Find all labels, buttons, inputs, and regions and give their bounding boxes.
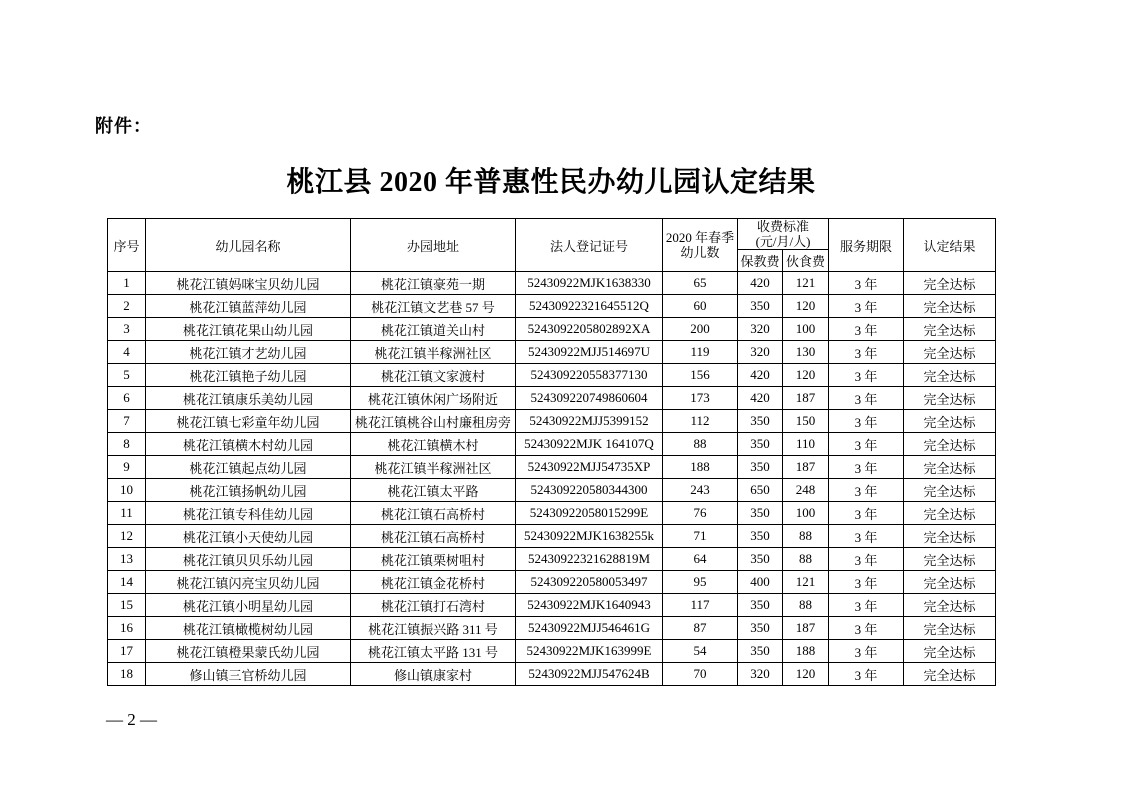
cell-name: 桃花江镇橄榄树幼儿园 <box>146 617 351 640</box>
cell-care_fee: 420 <box>738 364 783 387</box>
cell-address: 桃花江镇石高桥村 <box>351 502 516 525</box>
cell-reg_no: 52430922MJK1640943 <box>516 594 663 617</box>
header-fee-group-line1: 收费标准 <box>757 219 810 234</box>
cell-children: 70 <box>663 663 738 686</box>
table-body <box>108 272 996 686</box>
cell-service_term: 3 年 <box>829 387 904 410</box>
cell-food_fee: 120 <box>783 663 829 686</box>
header-address: 办园地址 <box>351 219 516 272</box>
cell-name: 桃花江镇艳子幼儿园 <box>146 364 351 387</box>
cell-service_term: 3 年 <box>829 617 904 640</box>
cell-food_fee: 88 <box>783 548 829 571</box>
cell-address: 桃花江镇金花桥村 <box>351 571 516 594</box>
cell-children: 156 <box>663 364 738 387</box>
cell-care_fee: 350 <box>738 548 783 571</box>
cell-food_fee: 120 <box>783 295 829 318</box>
cell-care_fee: 400 <box>738 571 783 594</box>
cell-reg_no: 524309220580344300 <box>516 479 663 502</box>
table-row <box>108 318 996 341</box>
cell-service_term: 3 年 <box>829 364 904 387</box>
table-row <box>108 387 996 410</box>
attachment-label: 附件： <box>95 116 152 136</box>
cell-service_term: 3 年 <box>829 479 904 502</box>
cell-food_fee: 88 <box>783 525 829 548</box>
cell-reg_no: 52430922321645512Q <box>516 295 663 318</box>
cell-no: 13 <box>108 548 146 571</box>
table-row <box>108 525 996 548</box>
cell-address: 桃花江镇休闲广场附近 <box>351 387 516 410</box>
cell-children: 112 <box>663 410 738 433</box>
cell-reg_no: 5243092205802892XA <box>516 318 663 341</box>
cell-food_fee: 100 <box>783 318 829 341</box>
cell-food_fee: 110 <box>783 433 829 456</box>
cell-name: 桃花江镇横木村幼儿园 <box>146 433 351 456</box>
cell-reg_no: 52430922MJJ514697U <box>516 341 663 364</box>
header-result: 认定结果 <box>904 219 996 272</box>
cell-care_fee: 320 <box>738 318 783 341</box>
table-row <box>108 548 996 571</box>
cell-service_term: 3 年 <box>829 410 904 433</box>
cell-name: 桃花江镇小明星幼儿园 <box>146 594 351 617</box>
cell-children: 71 <box>663 525 738 548</box>
cell-no: 2 <box>108 295 146 318</box>
cell-food_fee: 188 <box>783 640 829 663</box>
cell-children: 54 <box>663 640 738 663</box>
cell-care_fee: 350 <box>738 640 783 663</box>
table-row <box>108 410 996 433</box>
cell-result: 完全达标 <box>904 410 996 433</box>
cell-result: 完全达标 <box>904 663 996 686</box>
table-row <box>108 433 996 456</box>
cell-children: 188 <box>663 456 738 479</box>
cell-name: 桃花江镇起点幼儿园 <box>146 456 351 479</box>
cell-reg_no: 52430922MJK1638330 <box>516 272 663 295</box>
cell-no: 10 <box>108 479 146 502</box>
cell-care_fee: 350 <box>738 433 783 456</box>
cell-no: 8 <box>108 433 146 456</box>
header-service-term: 服务期限 <box>829 219 904 272</box>
cell-service_term: 3 年 <box>829 318 904 341</box>
header-children-line2: 幼儿数 <box>680 245 720 260</box>
cell-care_fee: 420 <box>738 387 783 410</box>
cell-address: 桃花江镇太平路 <box>351 479 516 502</box>
cell-children: 119 <box>663 341 738 364</box>
cell-food_fee: 248 <box>783 479 829 502</box>
cell-service_term: 3 年 <box>829 341 904 364</box>
cell-care_fee: 350 <box>738 617 783 640</box>
table-row <box>108 364 996 387</box>
cell-children: 65 <box>663 272 738 295</box>
cell-service_term: 3 年 <box>829 525 904 548</box>
header-registration-no: 法人登记证号 <box>516 219 663 272</box>
table-row <box>108 502 996 525</box>
cell-reg_no: 52430922MJJ546461G <box>516 617 663 640</box>
cell-result: 完全达标 <box>904 594 996 617</box>
cell-reg_no: 52430922321628819M <box>516 548 663 571</box>
header-index: 序号 <box>108 219 146 272</box>
cell-address: 桃花江镇道关山村 <box>351 318 516 341</box>
cell-children: 95 <box>663 571 738 594</box>
cell-result: 完全达标 <box>904 479 996 502</box>
cell-reg_no: 52430922MJJ54735XP <box>516 456 663 479</box>
page-number: — 2 — <box>106 710 157 729</box>
cell-address: 桃花江镇半稼洲社区 <box>351 341 516 364</box>
cell-result: 完全达标 <box>904 433 996 456</box>
cell-no: 4 <box>108 341 146 364</box>
cell-address: 桃花江镇桃谷山村廉租房旁 <box>351 410 516 433</box>
table-row <box>108 341 996 364</box>
cell-service_term: 3 年 <box>829 594 904 617</box>
cell-result: 完全达标 <box>904 295 996 318</box>
cell-food_fee: 187 <box>783 387 829 410</box>
cell-children: 87 <box>663 617 738 640</box>
cell-no: 17 <box>108 640 146 663</box>
cell-food_fee: 187 <box>783 617 829 640</box>
cell-no: 16 <box>108 617 146 640</box>
cell-children: 173 <box>663 387 738 410</box>
cell-address: 桃花江镇振兴路 311 号 <box>351 617 516 640</box>
cell-no: 6 <box>108 387 146 410</box>
cell-reg_no: 52430922MJJ5399152 <box>516 410 663 433</box>
cell-service_term: 3 年 <box>829 433 904 456</box>
header-food-fee: 伙食费 <box>783 250 829 272</box>
cell-reg_no: 52430922MJK163999E <box>516 640 663 663</box>
cell-reg_no: 524309220749860604 <box>516 387 663 410</box>
cell-address: 桃花江镇半稼洲社区 <box>351 456 516 479</box>
cell-care_fee: 320 <box>738 663 783 686</box>
cell-reg_no: 52430922MJK1638255k <box>516 525 663 548</box>
cell-children: 76 <box>663 502 738 525</box>
cell-result: 完全达标 <box>904 525 996 548</box>
cell-result: 完全达标 <box>904 387 996 410</box>
cell-service_term: 3 年 <box>829 663 904 686</box>
cell-result: 完全达标 <box>904 640 996 663</box>
cell-name: 桃花江镇康乐美幼儿园 <box>146 387 351 410</box>
header-fee-group-line2: (元/月/人) <box>755 234 811 249</box>
cell-care_fee: 350 <box>738 594 783 617</box>
cell-care_fee: 420 <box>738 272 783 295</box>
cell-service_term: 3 年 <box>829 502 904 525</box>
cell-reg_no: 524309220558377130 <box>516 364 663 387</box>
cell-children: 64 <box>663 548 738 571</box>
table-row <box>108 272 996 295</box>
cell-no: 9 <box>108 456 146 479</box>
header-kindergarten-name: 幼儿园名称 <box>146 219 351 272</box>
table-row <box>108 594 996 617</box>
table-row <box>108 663 996 686</box>
cell-reg_no: 52430922MJJ547624B <box>516 663 663 686</box>
cell-no: 12 <box>108 525 146 548</box>
cell-name: 桃花江镇小天使幼儿园 <box>146 525 351 548</box>
cell-no: 14 <box>108 571 146 594</box>
cell-service_term: 3 年 <box>829 272 904 295</box>
cell-address: 桃花江镇石高桥村 <box>351 525 516 548</box>
cell-children: 88 <box>663 433 738 456</box>
cell-address: 桃花江镇太平路 131 号 <box>351 640 516 663</box>
cell-no: 7 <box>108 410 146 433</box>
cell-name: 桃花江镇妈咪宝贝幼儿园 <box>146 272 351 295</box>
cell-name: 桃花江镇闪亮宝贝幼儿园 <box>146 571 351 594</box>
cell-food_fee: 88 <box>783 594 829 617</box>
cell-food_fee: 120 <box>783 364 829 387</box>
cell-result: 完全达标 <box>904 571 996 594</box>
cell-food_fee: 187 <box>783 456 829 479</box>
table-row <box>108 571 996 594</box>
cell-name: 桃花江镇专科佳幼儿园 <box>146 502 351 525</box>
cell-care_fee: 650 <box>738 479 783 502</box>
cell-name: 修山镇三官桥幼儿园 <box>146 663 351 686</box>
cell-service_term: 3 年 <box>829 571 904 594</box>
cell-address: 桃花江镇文家渡村 <box>351 364 516 387</box>
table-row <box>108 479 996 502</box>
cell-result: 完全达标 <box>904 548 996 571</box>
cell-name: 桃花江镇橙果蒙氏幼儿园 <box>146 640 351 663</box>
header-fee-group <box>738 219 829 250</box>
cell-address: 桃花江镇文艺巷 57 号 <box>351 295 516 318</box>
cell-service_term: 3 年 <box>829 295 904 318</box>
cell-address: 桃花江镇打石湾村 <box>351 594 516 617</box>
cell-care_fee: 320 <box>738 341 783 364</box>
cell-name: 桃花江镇蓝萍幼儿园 <box>146 295 351 318</box>
cell-reg_no: 52430922058015299E <box>516 502 663 525</box>
cell-name: 桃花江镇贝贝乐幼儿园 <box>146 548 351 571</box>
cell-no: 1 <box>108 272 146 295</box>
cell-food_fee: 130 <box>783 341 829 364</box>
table-row <box>108 617 996 640</box>
cell-no: 5 <box>108 364 146 387</box>
kindergarten-result-table <box>107 218 996 686</box>
cell-address: 桃花江镇横木村 <box>351 433 516 456</box>
table-header <box>108 219 996 272</box>
table-row <box>108 640 996 663</box>
cell-food_fee: 150 <box>783 410 829 433</box>
cell-result: 完全达标 <box>904 502 996 525</box>
cell-reg_no: 524309220580053497 <box>516 571 663 594</box>
cell-children: 243 <box>663 479 738 502</box>
cell-address: 桃花江镇豪苑一期 <box>351 272 516 295</box>
cell-food_fee: 121 <box>783 272 829 295</box>
cell-no: 15 <box>108 594 146 617</box>
cell-address: 桃花江镇栗树咀村 <box>351 548 516 571</box>
cell-name: 桃花江镇才艺幼儿园 <box>146 341 351 364</box>
cell-food_fee: 100 <box>783 502 829 525</box>
cell-children: 117 <box>663 594 738 617</box>
cell-result: 完全达标 <box>904 364 996 387</box>
table-row <box>108 456 996 479</box>
header-care-fee: 保教费 <box>738 250 783 272</box>
cell-care_fee: 350 <box>738 502 783 525</box>
cell-name: 桃花江镇七彩童年幼儿园 <box>146 410 351 433</box>
cell-result: 完全达标 <box>904 341 996 364</box>
cell-no: 11 <box>108 502 146 525</box>
cell-service_term: 3 年 <box>829 456 904 479</box>
cell-name: 桃花江镇花果山幼儿园 <box>146 318 351 341</box>
cell-care_fee: 350 <box>738 295 783 318</box>
cell-result: 完全达标 <box>904 272 996 295</box>
cell-care_fee: 350 <box>738 410 783 433</box>
cell-care_fee: 350 <box>738 525 783 548</box>
cell-result: 完全达标 <box>904 318 996 341</box>
cell-address: 修山镇康家村 <box>351 663 516 686</box>
cell-reg_no: 52430922MJK 164107Q <box>516 433 663 456</box>
header-children-count <box>663 219 738 272</box>
cell-service_term: 3 年 <box>829 548 904 571</box>
cell-result: 完全达标 <box>904 617 996 640</box>
cell-food_fee: 121 <box>783 571 829 594</box>
cell-result: 完全达标 <box>904 456 996 479</box>
cell-no: 3 <box>108 318 146 341</box>
cell-name: 桃花江镇扬帆幼儿园 <box>146 479 351 502</box>
cell-care_fee: 350 <box>738 456 783 479</box>
cell-no: 18 <box>108 663 146 686</box>
cell-children: 200 <box>663 318 738 341</box>
page-title: 桃江县 2020 年普惠性民办幼儿园认定结果 <box>286 167 816 198</box>
table-row <box>108 295 996 318</box>
cell-service_term: 3 年 <box>829 640 904 663</box>
cell-children: 60 <box>663 295 738 318</box>
header-children-line1: 2020 年春季 <box>665 230 735 245</box>
